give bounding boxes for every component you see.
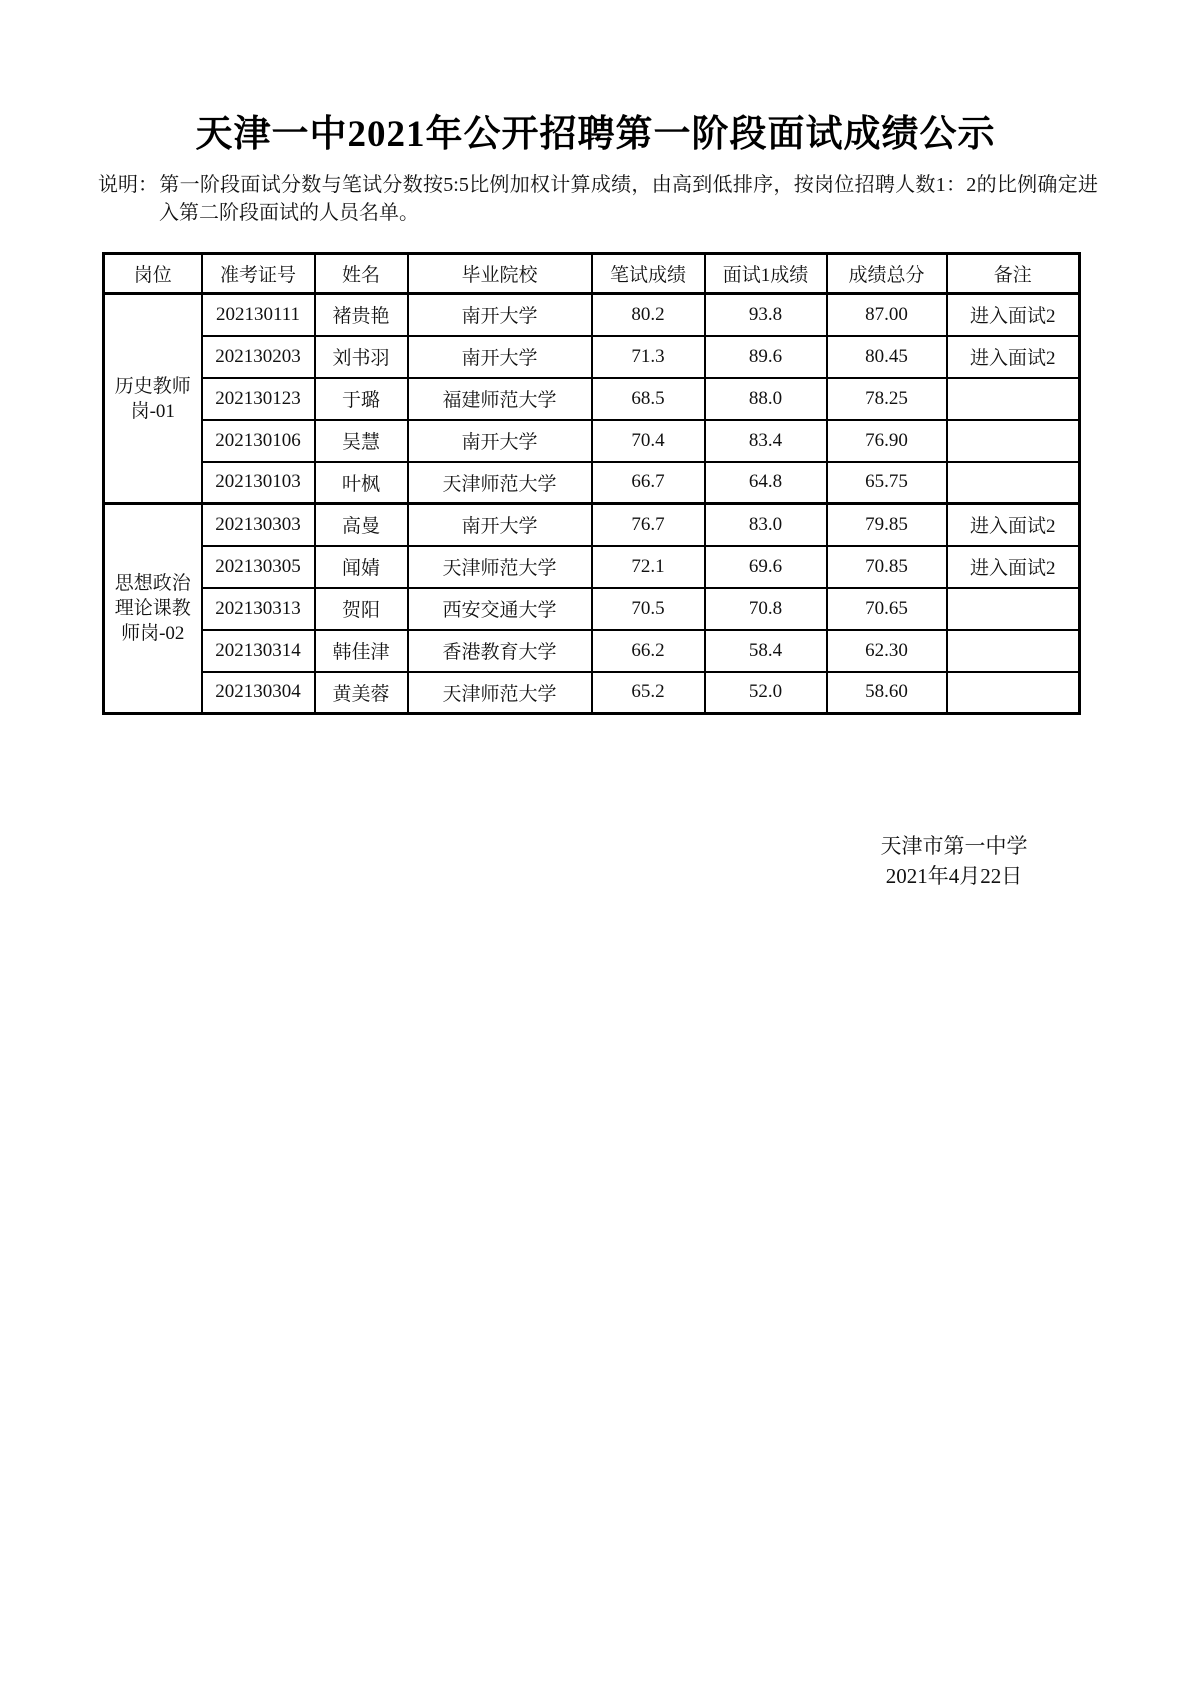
cell-school: 天津师范大学 [408,546,592,588]
cell-remark [947,588,1080,630]
cell-interview1-score: 70.8 [705,588,827,630]
header-remark: 备注 [947,254,1080,294]
cell-written-score: 70.4 [592,420,705,462]
cell-name: 叶枫 [315,462,408,504]
cell-exam-id: 202130303 [202,504,315,546]
page-title: 天津一中2021年公开招聘第一阶段面试成绩公示 [195,114,996,155]
cell-total-score: 79.85 [827,504,947,546]
cell-name: 黄美蓉 [315,672,408,714]
header-written-score: 笔试成绩 [592,254,705,294]
header-name: 姓名 [315,254,408,294]
note-label: 说明： [98,174,158,196]
cell-exam-id: 202130203 [202,336,315,378]
cell-remark [947,630,1080,672]
header-interview1-score: 面试1成绩 [705,254,827,294]
group-label-position-01: 历史教师岗-01 [104,294,202,504]
cell-written-score: 68.5 [592,378,705,420]
header-exam-id: 准考证号 [202,254,315,294]
header-school: 毕业院校 [408,254,592,294]
cell-written-score: 70.5 [592,588,705,630]
cell-total-score: 76.90 [827,420,947,462]
cell-interview1-score: 93.8 [705,294,827,336]
cell-total-score: 70.65 [827,588,947,630]
table-row [104,546,1080,588]
cell-interview1-score: 52.0 [705,672,827,714]
table-row [104,336,1080,378]
cell-school: 南开大学 [408,294,592,336]
cell-school: 西安交通大学 [408,588,592,630]
cell-total-score: 62.30 [827,630,947,672]
header-position: 岗位 [104,254,202,294]
table-row [104,672,1080,714]
signature-block [858,831,1050,891]
cell-name: 褚贵艳 [315,294,408,336]
cell-total-score: 78.25 [827,378,947,420]
cell-remark [947,420,1080,462]
cell-remark: 进入面试2 [947,504,1080,546]
cell-school: 南开大学 [408,336,592,378]
table-row [104,462,1080,504]
cell-remark [947,378,1080,420]
cell-name: 于璐 [315,378,408,420]
cell-written-score: 80.2 [592,294,705,336]
cell-total-score: 70.85 [827,546,947,588]
cell-remark [947,462,1080,504]
group-label-position-02: 思想政治理论课教师岗-02 [104,504,202,714]
table-header-row [104,254,1080,294]
cell-school: 天津师范大学 [408,462,592,504]
cell-interview1-score: 88.0 [705,378,827,420]
score-table [102,252,1081,715]
cell-exam-id: 202130305 [202,546,315,588]
header-total-score: 成绩总分 [827,254,947,294]
cell-total-score: 65.75 [827,462,947,504]
cell-name: 吴慧 [315,420,408,462]
cell-written-score: 66.7 [592,462,705,504]
table-row [104,588,1080,630]
cell-written-score: 66.2 [592,630,705,672]
cell-school: 南开大学 [408,504,592,546]
cell-interview1-score: 89.6 [705,336,827,378]
cell-school: 福建师范大学 [408,378,592,420]
signature-org: 天津市第一中学 [880,834,1028,858]
cell-exam-id: 202130313 [202,588,315,630]
cell-total-score: 87.00 [827,294,947,336]
cell-name: 高曼 [315,504,408,546]
cell-interview1-score: 64.8 [705,462,827,504]
table-row [104,630,1080,672]
cell-remark [947,672,1080,714]
note-text: 第一阶段面试分数与笔试分数按5:5比例加权计算成绩，由高到低排序，按岗位招聘人数1：2的比例确定进入第二阶段面试的人员名单。 [159,174,1098,224]
cell-written-score: 72.1 [592,546,705,588]
table-row [104,420,1080,462]
cell-remark: 进入面试2 [947,294,1080,336]
signature-date: 2021年4月22日 [885,864,1023,888]
cell-total-score: 80.45 [827,336,947,378]
cell-name: 韩佳津 [315,630,408,672]
cell-exam-id: 202130103 [202,462,315,504]
cell-school: 南开大学 [408,420,592,462]
cell-exam-id: 202130106 [202,420,315,462]
cell-total-score: 58.60 [827,672,947,714]
cell-written-score: 65.2 [592,672,705,714]
cell-name: 贺阳 [315,588,408,630]
cell-interview1-score: 83.4 [705,420,827,462]
cell-interview1-score: 58.4 [705,630,827,672]
cell-school: 天津师范大学 [408,672,592,714]
cell-name: 闻婧 [315,546,408,588]
cell-interview1-score: 69.6 [705,546,827,588]
cell-remark: 进入面试2 [947,336,1080,378]
cell-exam-id: 202130111 [202,294,315,336]
cell-remark: 进入面试2 [947,546,1080,588]
table-row [104,294,1080,336]
cell-exam-id: 202130304 [202,672,315,714]
cell-written-score: 76.7 [592,504,705,546]
cell-exam-id: 202130314 [202,630,315,672]
note [98,171,1098,227]
cell-written-score: 71.3 [592,336,705,378]
table-row [104,504,1080,546]
cell-name: 刘书羽 [315,336,408,378]
cell-school: 香港教育大学 [408,630,592,672]
cell-interview1-score: 83.0 [705,504,827,546]
cell-exam-id: 202130123 [202,378,315,420]
table-row [104,378,1080,420]
